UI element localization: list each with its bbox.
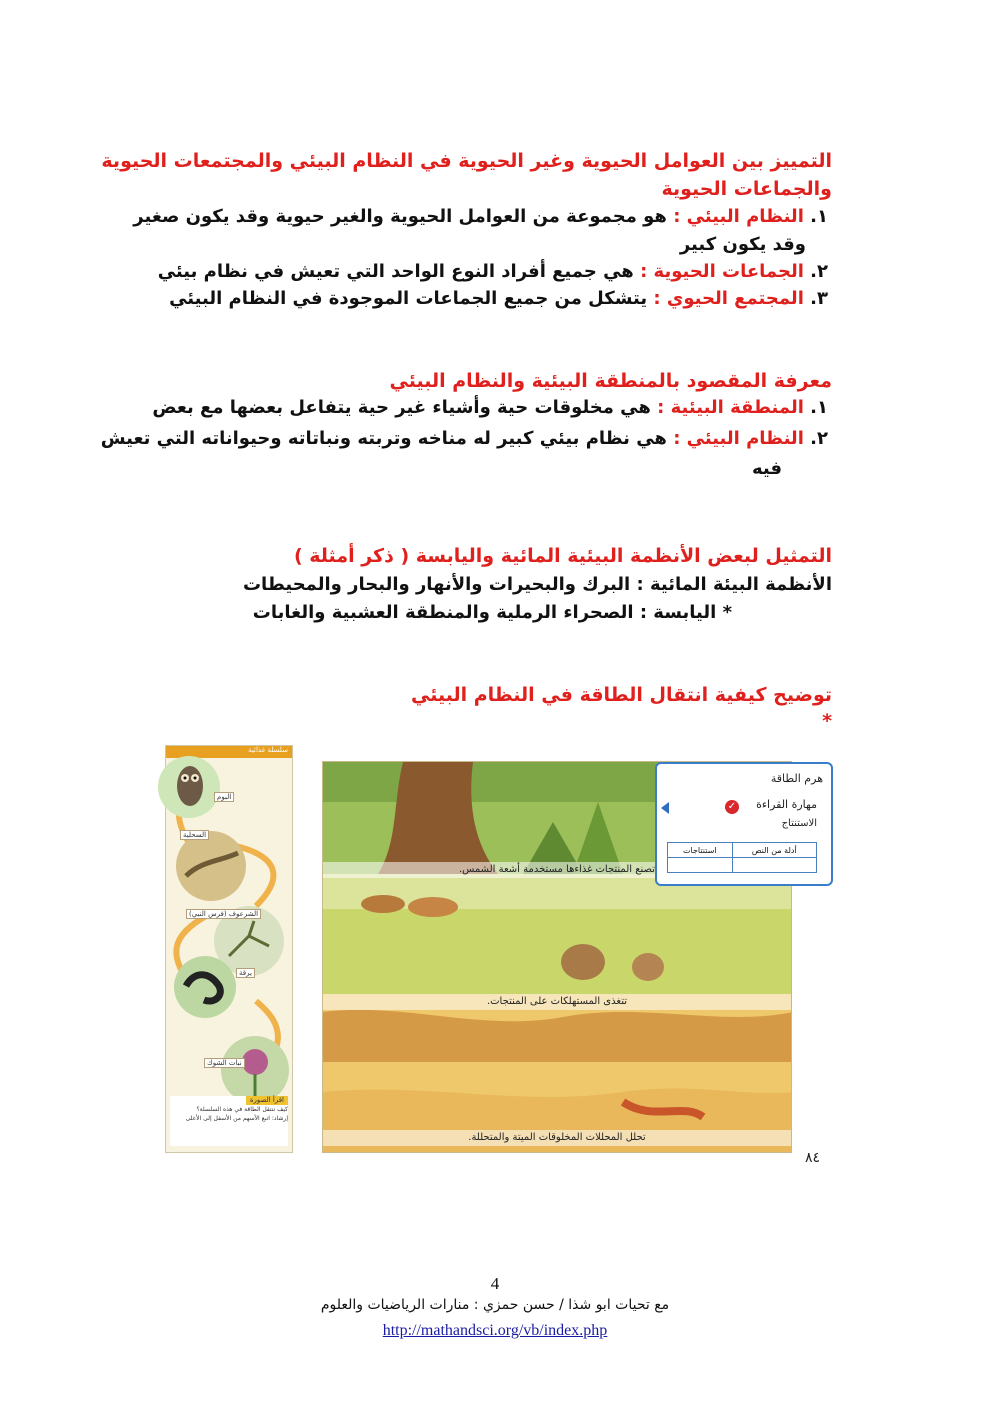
item-term: النظام البيئي : [673, 206, 804, 227]
section1-item-1-cont: وقد يكون كبير [679, 234, 806, 255]
thistle-icon [221, 1036, 289, 1104]
lizard-icon [176, 831, 246, 901]
section1-heading-line1: التمييز بين العوامل الحيوية وغير الحيوية في النظام البيئي والمجتمعات الحيوية [101, 150, 832, 172]
section3-line1: الأنظمة البيئة المائية : البرك والبحيرات والأنهار والبحار والمحيطات [242, 574, 832, 595]
thistle-disc [221, 1036, 289, 1104]
chain-label-mantis: الشرعوف (فرس النبي) [186, 909, 261, 919]
item-term: الجماعات الحيوية : [640, 261, 804, 282]
section2-item-2-cont: فيه [751, 458, 782, 479]
card-col-conclusions: استنتاجات [668, 843, 733, 858]
card-cell [732, 858, 817, 873]
item-number: ٣. [810, 288, 828, 309]
chain-note-title: اقرأ الصورة [246, 1096, 288, 1105]
section4-heading: توضيح كيفية انتقال الطاقة في النظام البيئي [410, 684, 832, 706]
item-text: يتشكل من جميع الجماعات الموجودة في النظام البيئي [169, 288, 648, 309]
section2-item-2 [101, 428, 828, 449]
section3-line2: * اليابسة : الصحراء الرملية والمنطقة العشبية والغابات [252, 602, 732, 623]
item-number: ٢. [810, 261, 828, 282]
section2-heading: معرفة المقصود بالمنطقة البيئية والنظام البيئي [389, 370, 832, 392]
chain-note-question: كيف تنتقل الطاقة في هذه السلسلة؟ [196, 1106, 288, 1113]
caterpillar-disc [174, 956, 236, 1018]
card-cell [668, 858, 733, 873]
footer-url-link[interactable]: http://mathandsci.org/vb/index.php [382, 1322, 608, 1339]
chain-note-hint: إرشاد: اتبع الأسهم من الأسفل إلى الأعلى [185, 1115, 288, 1122]
section1-item-1 [133, 206, 828, 227]
caption-producers: تصنع المنتجات غذاءها مستخدمة أشعة الشمس. [323, 862, 791, 878]
caterpillar-icon [174, 956, 236, 1018]
item-text: هو مجموعة من العوامل الحيوية والغير حيوية وقد يكون صغير [133, 206, 667, 227]
caption-consumers: تتغذى المستهلكات على المنتجات. [323, 994, 791, 1010]
section1-item-2 [158, 261, 828, 282]
chain-note [170, 1096, 288, 1146]
item-number: ٢. [810, 428, 828, 449]
section3-heading: التمثيل لبعض الأنظمة البيئية المائية واليابسة ( ذكر أمثلة ) [293, 545, 832, 567]
section2-item-1 [152, 397, 828, 418]
section1-heading-line2: والجماعات الحيوية [661, 178, 832, 200]
item-number: ١. [810, 397, 828, 418]
check-icon: ✓ [725, 800, 739, 814]
chain-label-lizard: السحلية [180, 830, 209, 840]
item-term: النظام البيئي : [673, 428, 804, 449]
card-title: هرم الطاقة [770, 772, 823, 785]
chain-header: سلسلة غذائية [166, 746, 292, 758]
item-text: هي مخلوقات حية وأشياء غير حية يتفاعل بعضها مع بعض [152, 397, 651, 418]
book-page-number: ٨٤ [805, 1150, 821, 1166]
lizard-disc [176, 831, 246, 901]
footer-page-number: 4 [490, 1274, 500, 1293]
card-table [667, 842, 817, 873]
chain-label-thistle: نبات الشوك [204, 1058, 245, 1068]
item-text: هي جميع أفراد النوع الواحد التي تعيش في نظام بيئي [157, 261, 634, 282]
card-skill: مهارة القراءة [756, 798, 817, 811]
owl-disc [158, 756, 220, 818]
item-term: المنطقة البيئية : [657, 397, 804, 418]
card-col-evidence: أدلة من النص [732, 843, 817, 858]
card-subtitle: الاستنتاج [781, 818, 817, 829]
food-chain-panel [165, 745, 293, 1153]
item-number: ١. [810, 206, 828, 227]
section1-item-3 [169, 288, 828, 309]
owl-icon [158, 756, 220, 818]
item-term: المجتمع الحيوي : [653, 288, 804, 309]
caption-decomposers: تحلل المحللات المخلوقات الميتة والمتحللة. [323, 1130, 791, 1146]
section4-star: * [822, 710, 832, 732]
item-text: هي نظام بيئي كبير له مناخه وتربته ونباتاته وحيواناته التي تعيش [100, 428, 667, 449]
chain-label-owl: البوم [214, 792, 234, 802]
triangle-bullet-icon [661, 802, 669, 814]
chain-label-caterpillar: يرقة [236, 968, 255, 978]
footer-credit: مع تحيات ابو شذا / حسن حمزي : منارات الرياضيات والعلوم [320, 1297, 670, 1313]
energy-pyramid-card [655, 762, 833, 886]
